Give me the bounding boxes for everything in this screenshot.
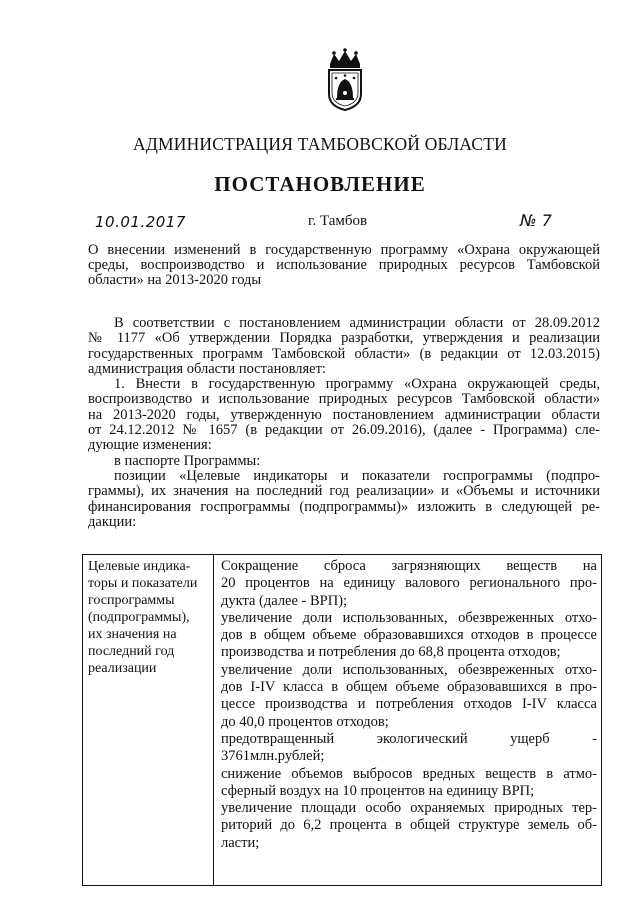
document-subject <box>88 243 600 288</box>
agency-name: АДМИНИСТРАЦИЯ ТАМБОВСКОЙ ОБЛАСТИ <box>133 134 507 154</box>
table-column-divider <box>213 555 214 885</box>
document-number: № 7 <box>520 211 552 230</box>
passport-table <box>82 554 602 886</box>
table-cell-line: (подпрограммы), <box>88 610 190 625</box>
table-cell-line: Целевые индика- <box>88 559 191 574</box>
table-cell-indicator-name <box>88 558 210 677</box>
table-cell-line: производства и потребления до 68,8 процента отходов; <box>221 644 561 661</box>
body-line: в паспорте Программы: <box>114 452 261 469</box>
document-type-title: ПОСТАНОВЛЕНИЕ <box>214 172 426 196</box>
table-cell-line: торы и показатели <box>88 576 198 591</box>
table-cell-line: последний год <box>88 644 175 659</box>
table-cell-line: дукта (далее - ВРП); <box>221 592 348 609</box>
table-cell-line: цессе производства и потребления отходов I-IV класса <box>221 696 597 713</box>
table-cell-line: предотвращенный экологический ущерб - <box>221 730 597 747</box>
subject-line: среды, воспроизводство и использование природных ресурсов Тамбовской <box>88 257 600 273</box>
body-line: № 1177 «Об утверждении Порядка разработки, утверждения и реализации <box>88 331 600 347</box>
body-line: позиции «Целевые индикаторы и показатели госпрограммы (подпро- <box>114 468 600 484</box>
body-line: воспроизводство и использование природных ресурсов Тамбовской области» <box>88 392 600 408</box>
document-city: г. Тамбов <box>308 213 368 229</box>
table-cell-line: 20 процентов на единицу валового регионального про- <box>221 575 597 592</box>
table-cell-line: дов I-IV класса в общем объеме образовавшихся в про- <box>221 679 597 696</box>
body-line: государственных программ Тамбовской области» (в редакции от 12.03.2015) <box>88 346 600 362</box>
body-line: 1. Внести в государственную программу «Охрана окружающей среды, <box>114 377 600 393</box>
coat-of-arms-icon <box>322 48 368 112</box>
table-cell-indicator-values <box>221 558 597 852</box>
table-cell-line: сферный воздух на 10 процентов на единицу ВРП; <box>221 782 535 799</box>
table-cell-line: ласти; <box>221 834 260 851</box>
body-line: В соответствии с постановлением администрации области от 28.09.2012 <box>114 316 600 331</box>
table-cell-line: увеличение доли использованных, обезвреженных отхо- <box>221 661 597 678</box>
table-cell-line: госпрограммы <box>88 593 175 608</box>
table-cell-line: до 40,0 процентов отходов; <box>221 713 389 730</box>
document-body <box>88 316 600 530</box>
table-cell-line: Сокращение сброса загрязняющих веществ на <box>221 558 597 574</box>
subject-line: О внесении изменений в государственную программу «Охрана окружающей <box>88 242 600 258</box>
table-cell-line: их значения на <box>88 627 177 642</box>
body-line: от 24.12.2012 № 1657 (в редакции от 26.09.2016), (далее - Программа) сле- <box>88 423 600 439</box>
table-cell-line: риторий до 6,2 процента в общей структуре земель об- <box>221 817 597 834</box>
table-cell-line: 3761млн.рублей; <box>221 748 325 765</box>
table-cell-line: снижение объемов выбросов вредных веществ в атмо- <box>221 765 597 782</box>
table-cell-line: реализации <box>88 661 157 676</box>
document-date: 10.01.2017 <box>95 213 186 231</box>
table-cell-line: дов в общем объеме образовавшихся отходов в процессе <box>221 627 597 644</box>
subject-line: области» на 2013-2020 годы <box>88 272 262 288</box>
table-cell-line: увеличение доли использованных, обезвреженных отхо- <box>221 609 597 626</box>
table-cell-line: увеличение площади особо охраняемых природных тер- <box>221 800 597 817</box>
body-line: на 2013-2020 годы, утвержденную постановлением администрации области <box>88 407 600 423</box>
body-line: дакции: <box>88 513 137 530</box>
body-line: дующие изменения: <box>88 437 212 454</box>
body-line: финансирования госпрограммы (подпрограммы)» изложить в следующей ре- <box>88 499 600 515</box>
body-line: администрация области постановляет: <box>88 360 326 377</box>
body-line: граммы), их значения на последний год реализации» и «Объемы и источники <box>88 484 600 500</box>
